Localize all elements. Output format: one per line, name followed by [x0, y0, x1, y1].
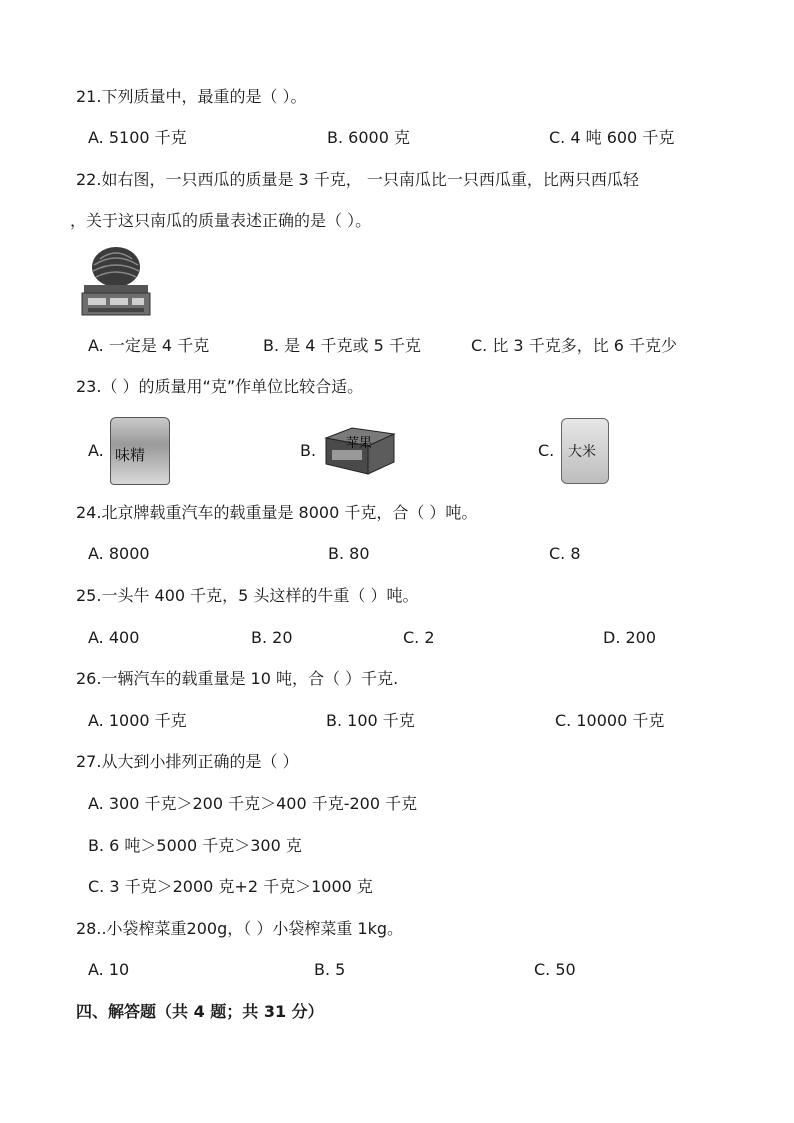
q25-option-b: B. 20: [251, 628, 293, 647]
question-27: 27.从大到小排列正确的是（ ）: [76, 752, 299, 771]
question-22: 22.如右图，一只西瓜的质量是 3 千克， 一只南瓜比一只西瓜重，比两只西瓜轻: [76, 170, 639, 189]
question-26: 26.一辆汽车的载重量是 10 吨，合（ ）千克.: [76, 669, 399, 688]
q26-option-b: B. 100 千克: [326, 711, 415, 730]
q28-option-c: C. 50: [534, 960, 576, 979]
section-4-heading: 四、解答题（共 4 题；共 31 分）: [76, 1002, 324, 1021]
q24-option-c: C. 8: [549, 544, 581, 563]
question-24: 24.北京牌载重汽车的载重量是 8000 千克，合（ ）吨。: [76, 503, 478, 522]
q23-option-b: B.: [300, 441, 317, 460]
question-21: 21.下列质量中，最重的是（ ）。: [76, 87, 307, 106]
q28-option-b: B. 5: [314, 960, 346, 979]
q23-option-a: A.: [88, 441, 104, 460]
q23-option-c: C.: [538, 441, 555, 460]
question-28: 28..小袋榨菜重200g，（ ）小袋榨菜重 1kg。: [76, 919, 404, 938]
q22-option-c: C. 比 3 千克多，比 6 千克少: [471, 336, 678, 355]
q26-option-c: C. 10000 千克: [555, 711, 665, 730]
q25-option-c: C. 2: [403, 628, 435, 647]
q27-option-a: A. 300 千克＞200 千克＞400 千克-200 千克: [88, 794, 418, 813]
q21-option-a: A. 5100 千克: [88, 128, 187, 147]
q26-option-a: A. 1000 千克: [88, 711, 187, 730]
msg-bag-image: [110, 417, 170, 485]
watermelon-on-scale-image: [80, 243, 152, 321]
q21-option-c: C. 4 吨 600 千克: [549, 128, 675, 147]
q24-option-b: B. 80: [328, 544, 370, 563]
question-23: 23.（ ）的质量用“克”作单位比较合适。: [76, 377, 364, 396]
rice-bag-image: [561, 418, 609, 484]
q28-option-a: A. 10: [88, 960, 130, 979]
q27-option-b: B. 6 吨＞5000 千克＞300 克: [88, 836, 302, 855]
q22-option-b: B. 是 4 千克或 5 千克: [263, 336, 421, 355]
q27-option-c: C. 3 千克＞2000 克+2 千克＞1000 克: [88, 877, 373, 896]
q22-option-a: A. 一定是 4 千克: [88, 336, 210, 355]
question-25: 25.一头牛 400 千克，5 头这样的牛重（ ）吨。: [76, 586, 419, 605]
msg-bag-label: 味精: [115, 446, 146, 464]
q25-option-d: D. 200: [603, 628, 657, 647]
q21-option-b: B. 6000 克: [327, 128, 410, 147]
q25-option-a: A. 400: [88, 628, 140, 647]
question-22-continued: ，关于这只南瓜的质量表述正确的是（ ）。: [70, 211, 372, 230]
apple-box-label: 苹果: [346, 436, 373, 451]
apple-box-image: [322, 424, 396, 476]
rice-bag-label: 大米: [568, 444, 596, 460]
q24-option-a: A. 8000: [88, 544, 150, 563]
